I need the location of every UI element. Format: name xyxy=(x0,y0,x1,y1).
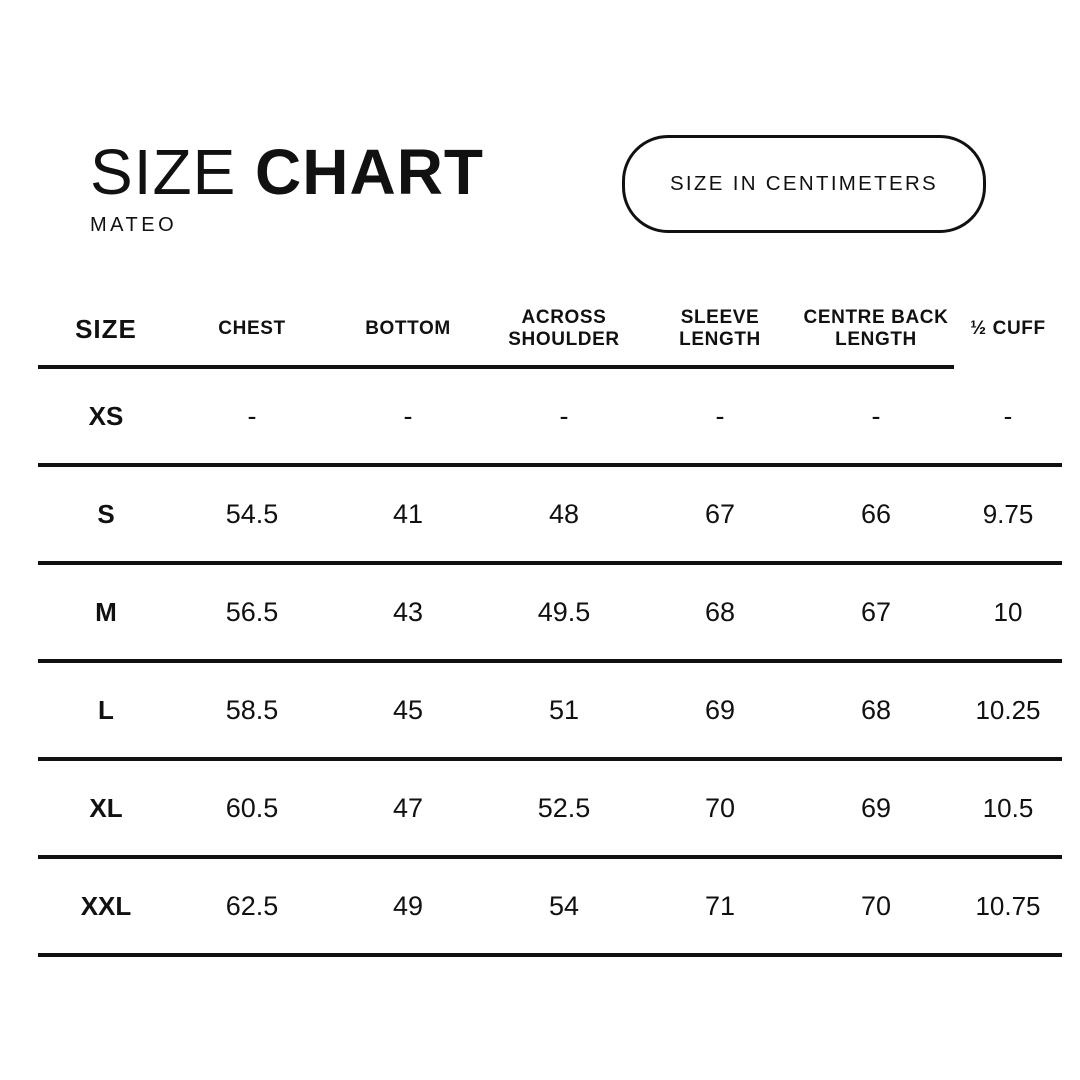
cell-centre-back-length: - xyxy=(871,400,881,431)
page-title-part-one: SIZE xyxy=(90,136,237,208)
cell-sleeve-length: 69 xyxy=(704,694,736,725)
cell-bottom: 45 xyxy=(392,694,424,725)
cell-sleeve-length: 67 xyxy=(704,498,736,529)
cell-half-cuff: - xyxy=(1003,400,1013,431)
cell-chest: 54.5 xyxy=(225,498,279,529)
table-row xyxy=(38,563,1062,661)
cell-centre-back-length: 70 xyxy=(860,890,892,921)
column-header-centre-back-length: CENTRE BACK LENGTH xyxy=(803,307,949,350)
cell-half-cuff: 10.75 xyxy=(975,890,1041,921)
table-row xyxy=(38,857,1062,955)
cell-across-shoulder: - xyxy=(559,400,569,431)
cell-half-cuff: 10.5 xyxy=(982,792,1034,823)
cell-half-cuff: 10.25 xyxy=(975,694,1041,725)
cell-bottom: 41 xyxy=(392,498,424,529)
table-header-row xyxy=(38,306,1062,367)
cell-chest: 60.5 xyxy=(225,792,279,823)
cell-centre-back-length: 66 xyxy=(860,498,892,529)
cell-bottom: 49 xyxy=(392,890,424,921)
cell-bottom: 47 xyxy=(392,792,424,823)
cell-size: XS xyxy=(88,400,124,431)
cell-size: S xyxy=(97,498,115,529)
cell-centre-back-length: 68 xyxy=(860,694,892,725)
column-header-half-cuff: ½ CUFF xyxy=(954,306,1062,367)
cell-size: M xyxy=(95,596,117,627)
cell-sleeve-length: - xyxy=(715,400,725,431)
page-header xyxy=(38,118,1042,258)
column-header-across-shoulder: ACROSS SHOULDER xyxy=(508,307,620,350)
cell-across-shoulder: 52.5 xyxy=(537,792,591,823)
brand-name: MATEO xyxy=(90,214,178,236)
cell-half-cuff: 9.75 xyxy=(982,498,1034,529)
cell-across-shoulder: 48 xyxy=(548,498,580,529)
cell-size: XL xyxy=(89,792,123,823)
title-block xyxy=(90,136,484,237)
table-row xyxy=(38,465,1062,563)
cell-across-shoulder: 49.5 xyxy=(537,596,591,627)
cell-sleeve-length: 68 xyxy=(704,596,736,627)
column-header-size: SIZE xyxy=(75,314,137,344)
cell-chest: 56.5 xyxy=(225,596,279,627)
cell-bottom: 43 xyxy=(392,596,424,627)
size-table-wrapper xyxy=(38,306,1046,957)
table-row xyxy=(38,367,1062,465)
column-header-chest: CHEST xyxy=(218,318,286,339)
cell-centre-back-length: 67 xyxy=(860,596,892,627)
unit-badge xyxy=(622,135,986,233)
cell-chest: 62.5 xyxy=(225,890,279,921)
column-header-bottom: BOTTOM xyxy=(365,318,451,339)
cell-across-shoulder: 51 xyxy=(548,694,580,725)
column-header-sleeve-length: SLEEVE LENGTH xyxy=(679,307,761,350)
page-title-part-two: CHART xyxy=(255,136,484,208)
cell-bottom: - xyxy=(403,400,413,431)
cell-centre-back-length: 69 xyxy=(860,792,892,823)
cell-across-shoulder: 54 xyxy=(548,890,580,921)
cell-chest: - xyxy=(247,400,257,431)
page-title xyxy=(90,136,484,208)
cell-chest: 58.5 xyxy=(225,694,279,725)
cell-sleeve-length: 71 xyxy=(704,890,736,921)
table-row xyxy=(38,759,1062,857)
size-table-body xyxy=(38,367,1062,955)
table-row xyxy=(38,661,1062,759)
cell-sleeve-length: 70 xyxy=(704,792,736,823)
size-table-head xyxy=(38,306,1062,367)
cell-size: XXL xyxy=(80,890,132,921)
cell-half-cuff: 10 xyxy=(993,596,1023,627)
cell-size: L xyxy=(98,694,114,725)
unit-badge-label: SIZE IN CENTIMETERS xyxy=(669,172,939,195)
size-table xyxy=(38,306,1062,957)
